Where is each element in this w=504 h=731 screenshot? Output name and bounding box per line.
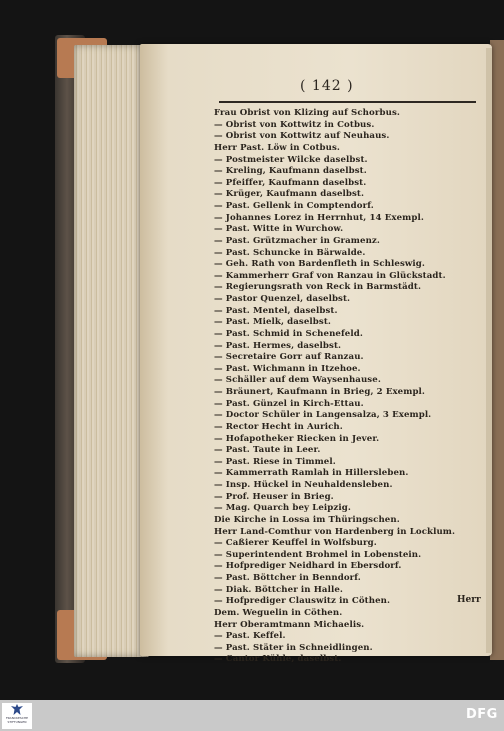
list-line: — Prof. Heuser in Brieg. <box>214 491 334 502</box>
list-line: — Geh. Rath von Bardenfleth in Schleswig. <box>214 259 425 270</box>
list-line: — Past. Mielk, daselbst. <box>214 317 331 328</box>
list-line: — Hofprediger Neidhard in Ebersdorf. <box>214 561 402 572</box>
catchword: Herr <box>457 595 481 605</box>
list-line: — Kreling, Kaufmann daselbst. <box>214 166 367 177</box>
list-line: — Past. Schmid in Schenefeld. <box>214 328 363 339</box>
list-line: — Kammerherr Graf von Ranzau in Glückstadt. <box>214 270 446 281</box>
list-line: — Past. Stäter in Schneidlingen. <box>214 642 373 653</box>
list-line: — Pastor Quenzel, daselbst. <box>214 294 351 304</box>
list-line: — Caßierer Keuffel in Wolfsburg. <box>214 538 377 549</box>
list-line: — Secretaire Gorr auf Ranzau. <box>214 352 364 363</box>
list-line: — Past. Taute in Leer. <box>214 445 321 456</box>
list-line: — Past. Witte in Wurchow. <box>214 224 344 235</box>
list-line: — Obrist von Kottwitz in Cotbus. <box>214 119 375 130</box>
list-line: — Regierungsrath von Reck in Barmstädt. <box>214 282 422 293</box>
list-line: — Diak. Böttcher in Halle. <box>214 584 343 595</box>
eagle-icon <box>11 704 23 715</box>
list-line: — Hofprediger Clauswitz in Cöthen. <box>214 596 391 607</box>
list-line: — Kammerrath Ramlah in Hillersleben. <box>214 468 409 479</box>
list-line: — Past. Keffel. <box>214 631 286 642</box>
dfg-logo[interactable]: DFG <box>466 707 498 722</box>
list-line: Herr Past. Löw in Cotbus. <box>214 142 341 153</box>
list-line: — Superintendent Brohmel in Lobenstein. <box>214 549 422 560</box>
viewer-footer <box>0 700 504 731</box>
list-line: — Insp. Hückel in Neuhaldensleben. <box>214 480 393 490</box>
page-number: ( 142 ) <box>300 78 354 94</box>
page-stack <box>74 45 149 657</box>
list-line: Herr Oberamtmann Michaelis. <box>214 619 365 630</box>
list-line: — Obrist von Kottwitz auf Neuhaus. <box>214 131 390 142</box>
list-line: — Past. Riese in Timmel. <box>214 456 336 467</box>
list-line: Die Kirche in Lossa im Thüringschen. <box>214 514 400 525</box>
header-rule <box>219 101 476 103</box>
list-line: Herr Land-Comthur von Hardenberg in Locklum. <box>214 526 456 537</box>
list-line: — Mag. Quarch bey Leipzig. <box>214 503 351 514</box>
list-line: — Past. Hermes, daselbst. <box>214 340 342 351</box>
list-line: Frau Obrist von Klizing auf Schorbus. <box>214 108 400 118</box>
list-line: — Past. Grützmacher in Gramenz. <box>214 235 380 246</box>
list-line: — Past. Wichmann in Itzehoe. <box>214 363 361 374</box>
list-line: — Cantor Kühle, daselbst. <box>214 654 342 665</box>
subscriber-list <box>214 108 482 666</box>
list-line: — Pfeiffer, Kaufmann daselbst. <box>214 177 367 188</box>
page-edge <box>486 48 492 653</box>
list-line: — Past. Gellenk in Comptendorf. <box>214 201 374 211</box>
list-line: — Doctor Schüler in Langensalza, 3 Exempl. <box>214 410 432 421</box>
list-line: — Hofapotheker Riecken in Jever. <box>214 433 380 444</box>
list-line: — Johannes Lorez in Herrnhut, 14 Exempl. <box>214 212 424 223</box>
book-cover-right <box>490 40 504 660</box>
list-line: — Past. Schuncke in Bärwalde. <box>214 247 366 258</box>
logo-text: FRANCKESCHE STIFTUNGEN <box>5 716 29 724</box>
list-line: — Bräunert, Kaufmann in Brieg, 2 Exempl. <box>214 387 426 397</box>
list-line: — Past. Günzel in Kirch-Ettau. <box>214 398 364 409</box>
list-line: — Krüger, Kaufmann daselbst. <box>214 189 365 200</box>
list-line: — Rector Hecht in Aurich. <box>214 421 343 432</box>
list-line: — Past. Mentel, daselbst. <box>214 305 338 316</box>
list-line: Dem. Weguelin in Cöthen. <box>214 607 343 618</box>
list-line: — Past. Böttcher in Benndorf. <box>214 573 361 583</box>
list-line: — Schäller auf dem Waysenhause. <box>214 375 381 386</box>
list-line: — Postmeister Wilcke daselbst. <box>214 154 368 165</box>
